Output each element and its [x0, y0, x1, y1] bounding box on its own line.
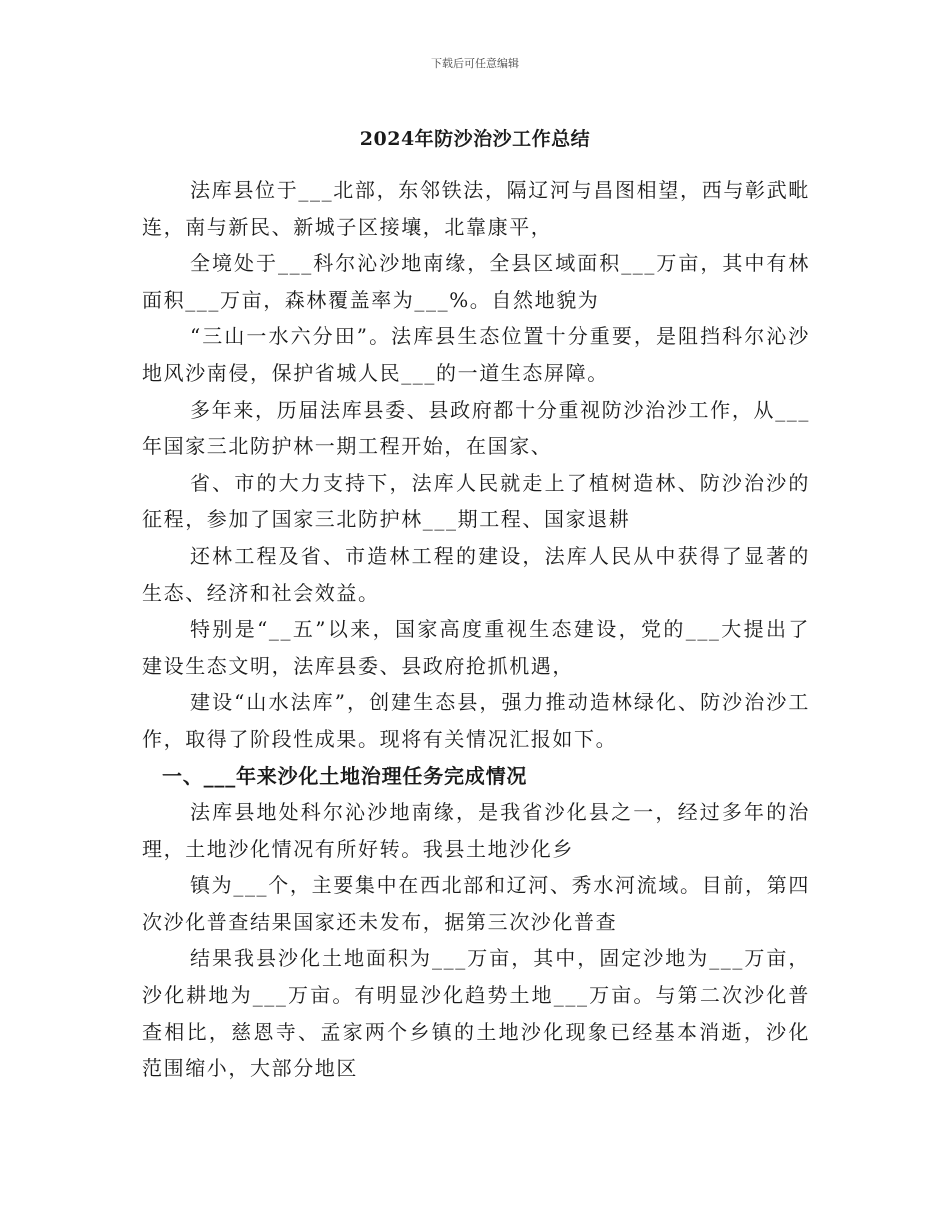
document-title: 2024年防沙治沙工作总结 [359, 128, 591, 150]
body-paragraph: “三山一水六分田”。法库县生态位置十分重要，是阻挡科尔沁沙地风沙南侵，保护省城人民___的一道生态屏障。 [142, 324, 810, 385]
header-note: 下载后可任意编辑 [431, 57, 519, 70]
section-paragraph: 法库县地处科尔沁沙地南缘，是我省沙化县之一，经过多年的治理，土地沙化情况有所好转。我县土地沙化乡 [142, 800, 810, 861]
body-paragraph: 特别是“__五”以来，国家高度重视生态建设，党的___大提出了建设生态文明，法库县委、县政府抢抓机遇， [142, 617, 810, 678]
section-heading: 一、___年来沙化土地治理任务完成情况 [162, 763, 528, 788]
body-paragraph: 全境处于___科尔沁沙地南缘，全县区域面积___万亩，其中有林面积___万亩，森林覆盖率为___%。自然地貌为 [142, 251, 810, 312]
document-body [142, 172, 810, 1087]
section-paragraph: 结果我县沙化土地面积为___万亩，其中，固定沙地为___万亩，沙化耕地为___万亩。有明显沙化趋势土地___万亩。与第二次沙化普查相比，慈恩寺、孟家两个乡镇的土地沙化现象已经基本消逝，沙化范围缩小，大部分地区 [142, 946, 810, 1081]
body-paragraph: 多年来，历届法库县委、县政府都十分重视防沙治沙工作，从___年国家三北防护林一期工程开始，在国家、 [142, 397, 810, 459]
body-paragraph: 建设“山水法库”，创建生态县，强力推动造林绿化、防沙治沙工作，取得了阶段性成果。现将有关情况汇报如下。 [142, 690, 810, 751]
body-paragraph: 法库县位于___北部，东邻铁法，隔辽河与昌图相望，西与彰武毗连，南与新民、新城子区接壤，北靠康平， [142, 178, 810, 239]
section-paragraph: 镇为___个，主要集中在西北部和辽河、秀水河流域。目前，第四次沙化普查结果国家还未发布，据第三次沙化普查 [142, 873, 810, 934]
body-paragraph: 省、市的大力支持下，法库人民就走上了植树造林、防沙治沙的征程，参加了国家三北防护林___期工程、国家退耕 [142, 470, 810, 532]
body-paragraph: 还林工程及省、市造林工程的建设，法库人民从中获得了显著的生态、经济和社会效益。 [142, 543, 810, 605]
